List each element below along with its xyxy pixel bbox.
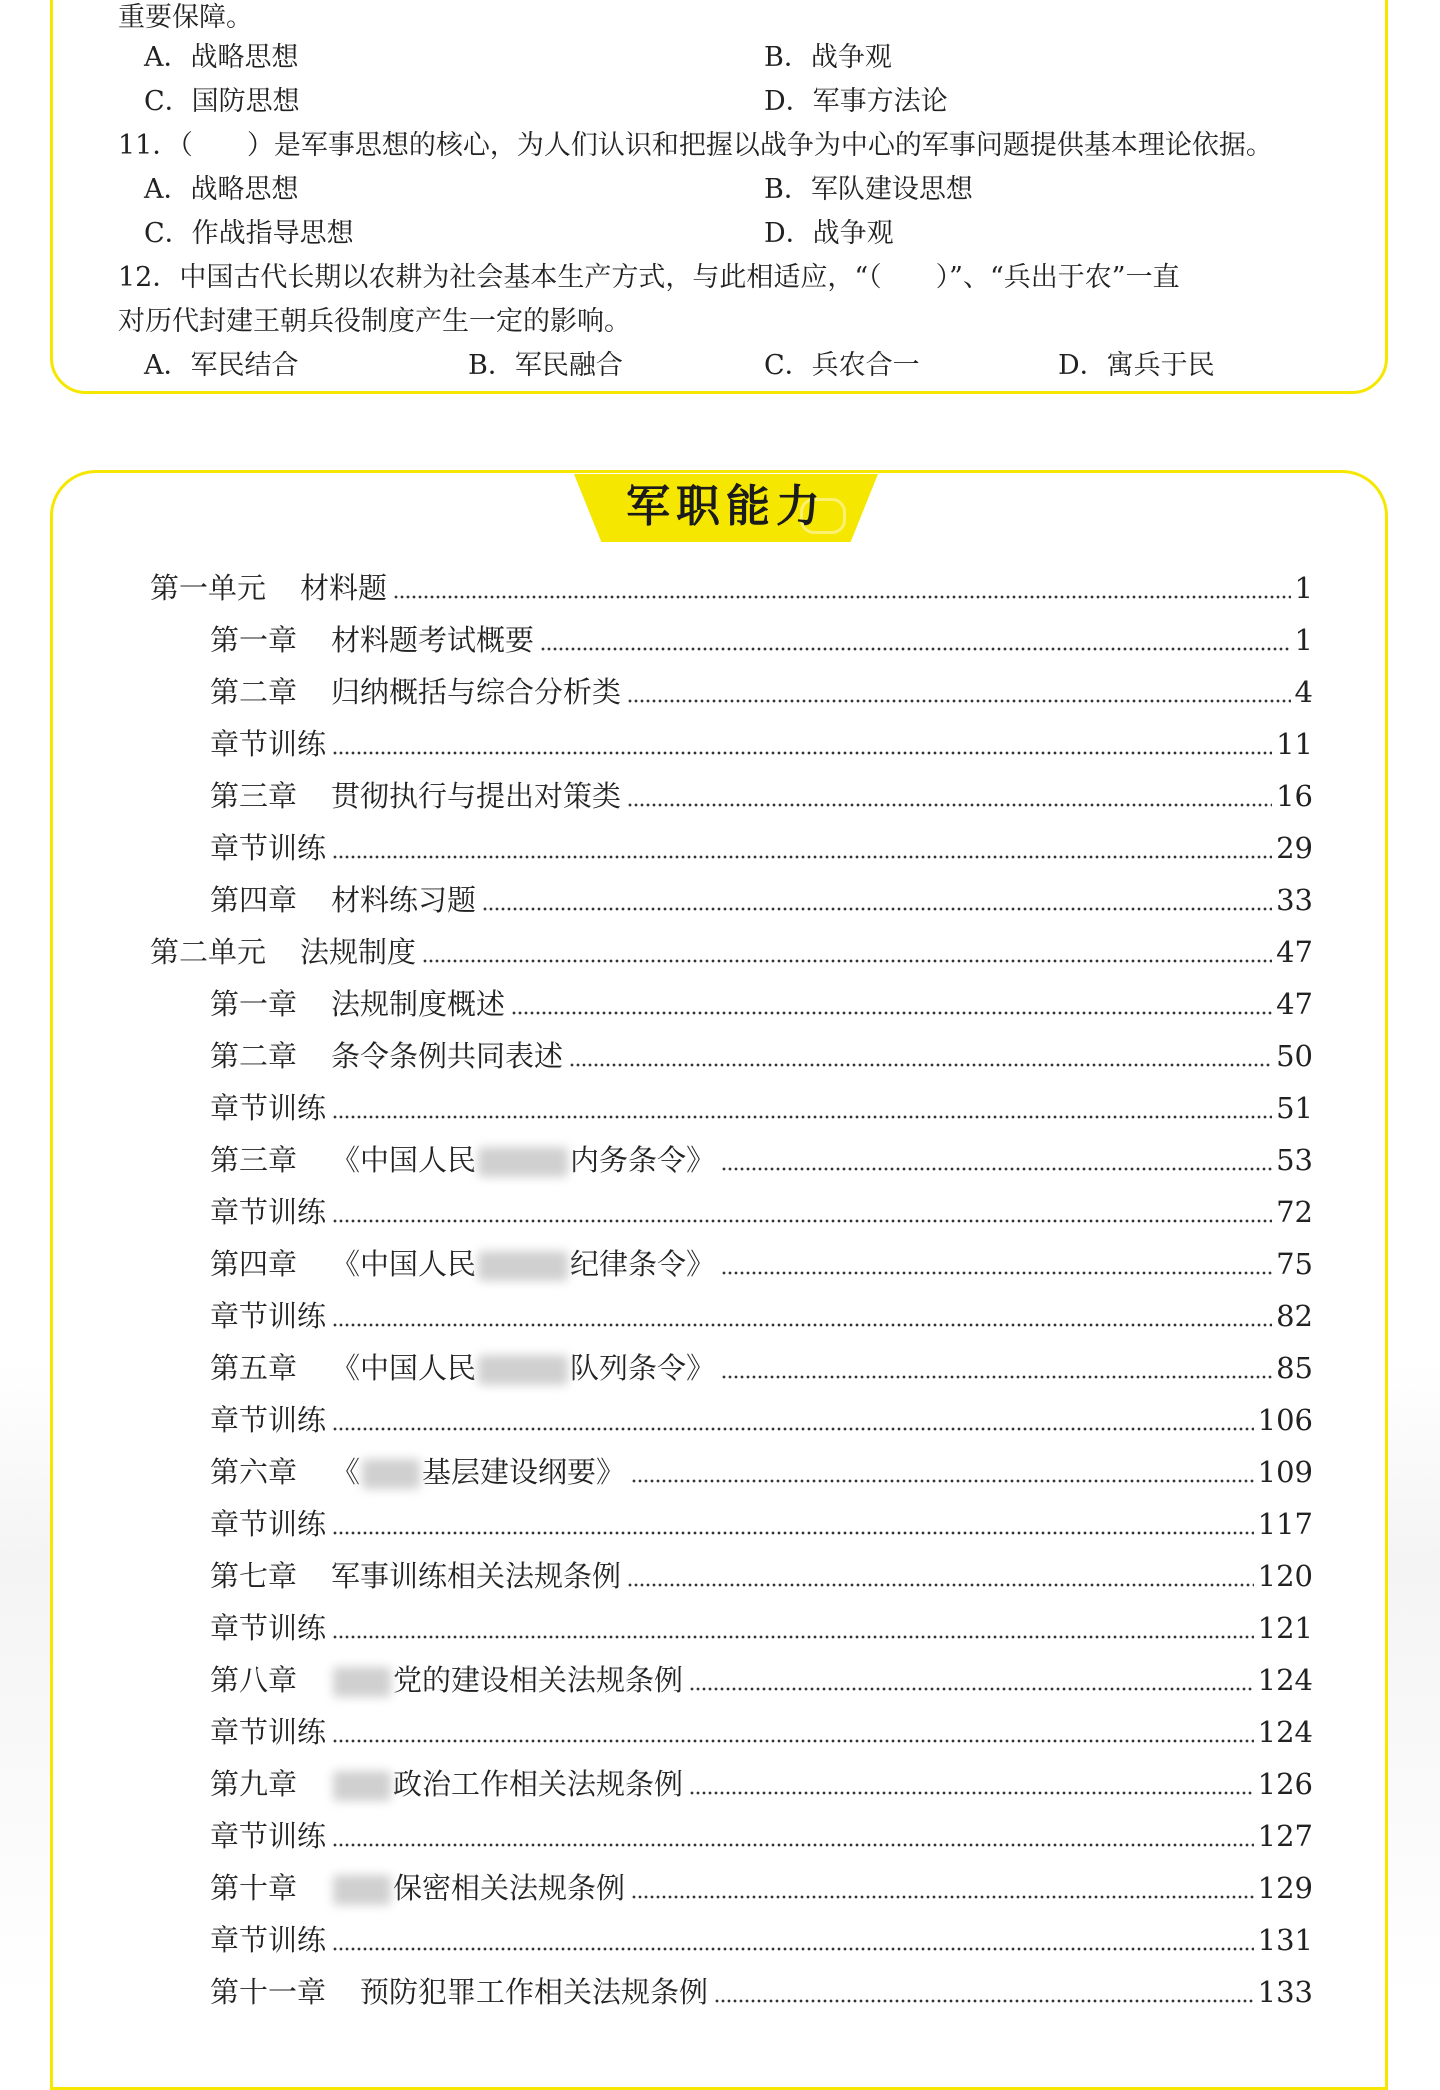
toc-page: 11 xyxy=(1276,727,1313,761)
toc-page: 127 xyxy=(1257,1819,1313,1853)
q11-text: 11．（ ）是军事思想的核心，为人们认识和把握以战争为中心的军事问题提供基本理论依据。 xyxy=(118,130,1273,161)
toc-page: 85 xyxy=(1276,1351,1313,1385)
redacted-blur xyxy=(478,1355,568,1385)
toc-chapter[interactable] xyxy=(210,776,1313,816)
toc-title-post: 党的建设相关法规条例 xyxy=(393,1663,684,1697)
toc-page: 121 xyxy=(1257,1611,1313,1645)
toc-page: 47 xyxy=(1276,935,1313,969)
toc-chapter[interactable] xyxy=(210,1660,1313,1700)
toc-title: 材料题考试概要 xyxy=(331,623,535,657)
q12-line1: 12．中国古代长期以农耕为社会基本生产方式，与此相适应，“（ ）”、“兵出于农”一直 xyxy=(118,262,1180,293)
q11-option-a: A．战略思想 xyxy=(144,174,299,205)
toc-leader xyxy=(540,647,1291,651)
toc-leader xyxy=(631,1895,1254,1899)
toc-title: 章节训练 xyxy=(210,1611,327,1645)
toc-page: 131 xyxy=(1257,1923,1313,1957)
toc-leader xyxy=(689,1687,1254,1691)
toc-title-pre: 《中国人民 xyxy=(331,1143,477,1177)
toc-unit-1[interactable] xyxy=(150,568,1313,608)
toc-chapter[interactable] xyxy=(210,1452,1313,1492)
toc-leader xyxy=(569,1063,1272,1067)
toc-page: 126 xyxy=(1257,1767,1313,1801)
q10-option-a: A．战略思想 xyxy=(144,42,299,73)
toc-chapter[interactable] xyxy=(210,1348,1313,1388)
toc-num: 第一章 xyxy=(210,987,298,1021)
toc-chapter[interactable] xyxy=(210,1556,1313,1596)
redacted-blur xyxy=(478,1251,568,1281)
toc-page: 33 xyxy=(1276,883,1313,917)
toc-title-pre: 《中国人民 xyxy=(331,1351,477,1385)
toc-training[interactable] xyxy=(210,1088,1313,1128)
toc-num: 第二章 xyxy=(210,1039,298,1073)
toc-leader xyxy=(332,1531,1254,1535)
q11-option-b: B．军队建设思想 xyxy=(764,174,973,205)
toc-title-pre: 《 xyxy=(331,1455,361,1489)
toc-leader xyxy=(721,1375,1272,1379)
toc-leader xyxy=(332,751,1272,755)
toc-num: 第三章 xyxy=(210,779,298,813)
toc-page: 72 xyxy=(1276,1195,1313,1229)
toc-num: 第十章 xyxy=(210,1871,298,1905)
toc-page: 47 xyxy=(1276,987,1313,1021)
toc-num: 第一单元 xyxy=(150,571,267,605)
toc-leader xyxy=(482,907,1272,911)
toc-leader xyxy=(689,1791,1254,1795)
toc-chapter[interactable] xyxy=(210,1036,1313,1076)
redacted-blur xyxy=(478,1147,568,1177)
toc-page: 124 xyxy=(1257,1663,1313,1697)
toc-title: 归纳概括与综合分析类 xyxy=(331,675,622,709)
toc-num: 第二章 xyxy=(210,675,298,709)
toc-num: 第九章 xyxy=(210,1767,298,1801)
toc-title: 法规制度概述 xyxy=(331,987,506,1021)
toc-title: 章节训练 xyxy=(210,727,327,761)
toc-training[interactable] xyxy=(210,1712,1313,1752)
toc-page: 106 xyxy=(1257,1403,1313,1437)
q11-option-c: C．作战指导思想 xyxy=(144,218,354,249)
toc-num: 第十一章 xyxy=(210,1975,327,2009)
toc-page: 109 xyxy=(1257,1455,1313,1489)
q10-option-b: B．战争观 xyxy=(764,42,892,73)
toc-title: 章节训练 xyxy=(210,1715,327,1749)
toc-title: 材料练习题 xyxy=(331,883,477,917)
toc-training[interactable] xyxy=(210,1504,1313,1544)
q12-option-a: A．军民结合 xyxy=(144,350,299,381)
toc-unit-2[interactable] xyxy=(150,932,1313,972)
q12-option-b: B．军民融合 xyxy=(468,350,623,381)
q10-tail: 重要保障。 xyxy=(118,2,253,33)
toc-leader xyxy=(332,1219,1272,1223)
toc-leader xyxy=(721,1167,1272,1171)
toc-leader xyxy=(631,1479,1254,1483)
toc-num: 第三章 xyxy=(210,1143,298,1177)
toc-training[interactable] xyxy=(210,1920,1313,1960)
toc-training[interactable] xyxy=(210,724,1313,764)
toc-title: 材料题 xyxy=(300,571,388,605)
toc-page: 75 xyxy=(1276,1247,1313,1281)
toc-chapter[interactable] xyxy=(210,672,1313,712)
toc-page: 4 xyxy=(1294,675,1313,709)
toc-page: 1 xyxy=(1294,571,1313,605)
toc-leader xyxy=(332,1843,1254,1847)
toc-title: 章节训练 xyxy=(210,1507,327,1541)
toc-chapter[interactable] xyxy=(210,1140,1313,1180)
q10-option-c: C．国防思想 xyxy=(144,86,300,117)
toc-title-post: 队列条令》 xyxy=(570,1351,716,1385)
toc-title: 章节训练 xyxy=(210,1819,327,1853)
redacted-blur xyxy=(333,1771,391,1801)
redacted-blur xyxy=(333,1667,391,1697)
toc-leader xyxy=(332,1115,1272,1119)
toc-num: 第五章 xyxy=(210,1351,298,1385)
toc-leader xyxy=(627,803,1272,807)
toc-chapter[interactable] xyxy=(210,880,1313,920)
toc-leader xyxy=(627,1583,1254,1587)
toc-title-post: 保密相关法规条例 xyxy=(393,1871,626,1905)
toc-chapter[interactable] xyxy=(210,1868,1313,1908)
toc-leader xyxy=(332,1635,1254,1639)
q11-option-d: D．战争观 xyxy=(764,218,894,249)
toc-chapter[interactable] xyxy=(210,1244,1313,1284)
toc-leader xyxy=(721,1271,1272,1275)
toc-leader xyxy=(511,1011,1272,1015)
toc-leader xyxy=(422,959,1272,963)
toc-title: 预防犯罪工作相关法规条例 xyxy=(360,1975,709,2009)
toc-title: 章节训练 xyxy=(210,1195,327,1229)
toc-page: 53 xyxy=(1276,1143,1313,1177)
q12-option-d: D．寓兵于民 xyxy=(1058,350,1215,381)
toc-page: 50 xyxy=(1276,1039,1313,1073)
toc-chapter[interactable] xyxy=(210,620,1313,660)
toc-title: 章节训练 xyxy=(210,1403,327,1437)
toc-page: 1 xyxy=(1294,623,1313,657)
toc-page: 29 xyxy=(1276,831,1313,865)
toc-title: 章节训练 xyxy=(210,1923,327,1957)
toc-leader xyxy=(393,595,1291,599)
toc-leader xyxy=(332,855,1272,859)
section-title: 军职能力 xyxy=(626,481,826,532)
toc-title: 法规制度 xyxy=(300,935,417,969)
toc-training[interactable] xyxy=(210,1608,1313,1648)
toc-title-post: 内务条令》 xyxy=(570,1143,716,1177)
toc-page: 124 xyxy=(1257,1715,1313,1749)
toc-training[interactable] xyxy=(210,1400,1313,1440)
toc-title: 贯彻执行与提出对策类 xyxy=(331,779,622,813)
toc-num: 第四章 xyxy=(210,883,298,917)
toc-leader xyxy=(332,1947,1254,1951)
toc-page: 51 xyxy=(1276,1091,1313,1125)
toc-title-post: 纪律条令》 xyxy=(570,1247,716,1281)
toc-training[interactable] xyxy=(210,1296,1313,1336)
toc-page: 129 xyxy=(1257,1871,1313,1905)
toc-leader xyxy=(332,1739,1254,1743)
redacted-blur xyxy=(333,1875,391,1905)
toc-page: 133 xyxy=(1257,1975,1313,2009)
toc-title: 条令条例共同表述 xyxy=(331,1039,564,1073)
toc-chapter[interactable] xyxy=(210,1764,1313,1804)
toc-page: 120 xyxy=(1257,1559,1313,1593)
toc-title-post: 政治工作相关法规条例 xyxy=(393,1767,684,1801)
q12-line2: 对历代封建王朝兵役制度产生一定的影响。 xyxy=(118,306,631,337)
toc-num: 第一章 xyxy=(210,623,298,657)
toc-chapter[interactable] xyxy=(210,1972,1313,2012)
toc-num: 第四章 xyxy=(210,1247,298,1281)
toc-training[interactable] xyxy=(210,1816,1313,1856)
toc-chapter[interactable] xyxy=(210,984,1313,1024)
q10-option-d: D．军事方法论 xyxy=(764,86,948,117)
toc-num: 第六章 xyxy=(210,1455,298,1489)
toc-title: 章节训练 xyxy=(210,1299,327,1333)
toc-training[interactable] xyxy=(210,1192,1313,1232)
q12-option-c: C．兵农合一 xyxy=(764,350,920,381)
toc-leader xyxy=(332,1427,1254,1431)
toc-leader xyxy=(332,1323,1272,1327)
toc-training[interactable] xyxy=(210,828,1313,868)
toc-num: 第七章 xyxy=(210,1559,298,1593)
toc-title: 军事训练相关法规条例 xyxy=(331,1559,622,1593)
toc-page: 82 xyxy=(1276,1299,1313,1333)
toc-title-pre: 《中国人民 xyxy=(331,1247,477,1281)
toc-page: 117 xyxy=(1257,1507,1313,1541)
toc-leader xyxy=(627,699,1291,703)
toc-num: 第二单元 xyxy=(150,935,267,969)
toc-title: 章节训练 xyxy=(210,831,327,865)
toc-title: 章节训练 xyxy=(210,1091,327,1125)
toc-page: 16 xyxy=(1276,779,1313,813)
toc-num: 第八章 xyxy=(210,1663,298,1697)
toc-title-post: 基层建设纲要》 xyxy=(422,1455,626,1489)
redacted-blur xyxy=(362,1459,420,1489)
